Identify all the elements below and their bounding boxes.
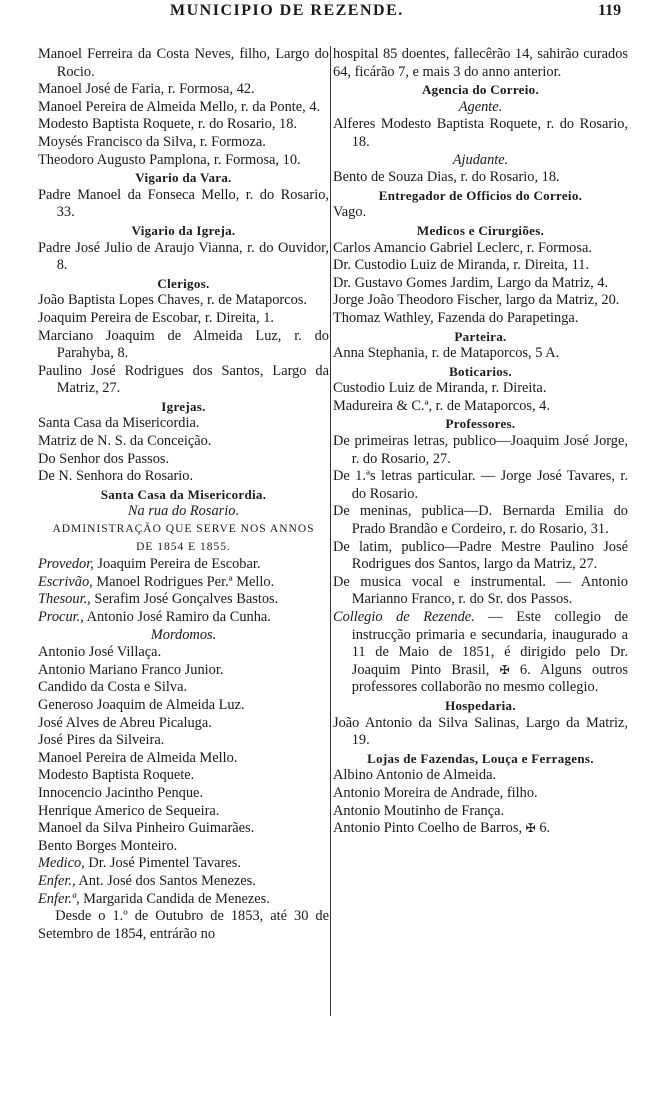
list-item: De primeiras letras, publico—Joaquim José Jorge, r. do Rosario, 27.: [333, 433, 628, 467]
list-item: Alferes Modesto Baptista Roquete, r. do Rosario, 18.: [333, 116, 628, 150]
section-heading: Vigario da Igreja.: [131, 222, 236, 238]
list-item: José Alves de Abreu Picaluga.: [38, 714, 212, 731]
section-heading: Santa Casa da Misericordia.: [100, 486, 267, 502]
paragraph: Desde o 1.º de Outubro de 1853, até 30 de Setembro de 1854, entrárão no: [38, 908, 329, 942]
role-label: Procur.,: [38, 609, 84, 625]
subheading: Na rua do Rosario.: [127, 503, 240, 520]
section-heading: Medicos e Cirurgiões.: [416, 222, 545, 238]
running-title: MUNICIPIO DE REZENDE.: [170, 2, 404, 19]
collegio-paragraph: [333, 609, 628, 697]
list-item: Generoso Joaquim de Almeida Luz.: [38, 696, 245, 713]
list-item: De N. Senhora do Rosario.: [38, 468, 194, 485]
list-item: João Antonio da Silva Salinas, Largo da Matriz, 19.: [333, 714, 628, 749]
list-item: De latim, publico—Padre Mestre Paulino José Rodrigues dos Santos, largo da Matriz, 27.: [333, 538, 628, 573]
role-name: Joaquim Pereira de Escobar.: [93, 556, 261, 573]
list-item: Dr. Custodio Luiz de Miranda, r. Direita, 11.: [333, 257, 590, 274]
list-item: Manoel Pereira de Almeida Mello, r. da Ponte, 4.: [38, 98, 321, 115]
list-item: Anna Stephania, r. de Mataporcos, 5 A.: [333, 345, 560, 362]
list-item: Antonio José Villaça.: [38, 644, 162, 661]
list-item: Manoel Pereira de Almeida Mello.: [38, 749, 238, 766]
list-item: Moysés Francisco da Silva, r. Formoza.: [38, 133, 266, 150]
section-heading: Professores.: [445, 416, 516, 432]
role-label: Escrivão,: [38, 573, 93, 590]
list-item: Albino Antonio de Almeida.: [333, 767, 497, 784]
role-entry: [38, 873, 329, 891]
list-item: Manoel José de Faria, r. Formosa, 42.: [38, 81, 255, 98]
list-item: Madureira & C.ª, r. de Mataporcos, 4.: [333, 397, 550, 414]
list-item: Antonio Moutinho de França.: [333, 802, 505, 819]
role-entry: [38, 855, 329, 873]
caps-line: ADMINISTRAÇÃO QUE SERVE NOS ANNOS: [52, 523, 315, 536]
section-heading: Entregador de Officios do Correio.: [378, 187, 583, 203]
list-item: Theodoro Augusto Pamplona, r. Formosa, 10.: [38, 151, 301, 168]
list-item: Dr. Gustavo Gomes Jardim, Largo da Matriz, 4.: [333, 274, 609, 291]
role-name: Manoel Rodrigues Per.ª Mello.: [92, 573, 275, 590]
list-item: Candido da Costa e Silva.: [38, 679, 188, 696]
list-item: Thomaz Wathley, Fazenda do Parapetinga.: [333, 309, 579, 326]
role-name: Antonio José Ramiro da Cunha.: [83, 609, 271, 625]
role-name: Serafim José Gonçalves Bastos.: [90, 591, 279, 608]
role-label: Thesour.,: [38, 591, 91, 608]
list-item: Henrique Americo de Sequeira.: [38, 802, 220, 819]
section-heading: Boticarios.: [449, 363, 512, 379]
role-label: Medico,: [38, 855, 85, 872]
subheading: Agente.: [458, 98, 503, 115]
subheading: Mordomos.: [150, 626, 217, 643]
list-item: Bento Borges Monteiro.: [38, 837, 178, 854]
left-column: [38, 46, 329, 943]
list-item: Do Senhor dos Passos.: [38, 450, 170, 467]
cross-icon: ✠: [525, 821, 536, 836]
list-item: De 1.ªs letras particular. — Jorge José Tavares, r. do Rosario.: [333, 468, 628, 502]
list-item: [333, 820, 628, 838]
collegio-text: — Este collegio de instrucção primaria e secundaria, inaugurado a 11 de Maio de 1851, é dirigido pelo Dr. Joaquim Pinto Brasil,: [351, 609, 629, 678]
role-label: Provedor,: [38, 556, 94, 573]
caps-line: DE 1854 E 1855.: [136, 540, 231, 553]
list-item: Padre Manoel da Fonseca Mello, r. do Rosario, 33.: [38, 186, 329, 221]
list-item-text: Antonio Pinto Coelho de Barros,: [333, 820, 526, 837]
section-heading: Vigario da Vara.: [135, 170, 232, 186]
list-item: Santa Casa da Misericordia.: [38, 415, 200, 432]
list-item: Carlos Amancio Gabriel Leclerc, r. Formosa.: [333, 239, 592, 256]
list-item: Marciano Joaquim de Almeida Luz, r. do Parahyba, 8.: [38, 327, 329, 362]
list-item: Padre José Julio de Araujo Vianna, r. do Ouvidor, 8.: [38, 239, 329, 274]
collegio-title: Collegio de Rezende.: [333, 609, 475, 625]
subheading: Ajudante.: [452, 151, 509, 168]
page-header: [0, 0, 661, 24]
role-name: Dr. José Pimentel Tavares.: [84, 855, 241, 872]
list-item: Bento de Souza Dias, r. do Rosario, 18.: [333, 169, 560, 186]
list-item: Antonio Mariano Franco Junior.: [38, 661, 224, 678]
role-name: Margarida Candida de Menezes.: [79, 890, 270, 907]
section-heading: Clerigos.: [157, 275, 210, 291]
list-item: Modesto Baptista Roquete.: [38, 767, 195, 784]
cross-icon: ✠: [499, 662, 510, 677]
role-entry: [38, 591, 329, 609]
column-divider: [330, 46, 331, 1016]
page-number: 119: [598, 2, 622, 19]
section-heading: Hospedaria.: [445, 697, 516, 713]
section-heading: Parteira.: [454, 328, 507, 344]
list-item-text: 6.: [535, 820, 551, 837]
role-entry: [38, 574, 329, 592]
collegio-text: 6. Alguns outros professores collaborão no mesmo collegio.: [351, 661, 628, 696]
list-item: Custodio Luiz de Miranda, r. Direita.: [333, 380, 547, 397]
list-item: Matriz de N. S. da Conceição.: [38, 433, 212, 450]
role-label: Enfer.,: [38, 872, 76, 889]
role-name: Ant. José dos Santos Menezes.: [75, 872, 256, 889]
list-item: José Pires da Silveira.: [38, 732, 165, 749]
role-entry: [38, 609, 329, 627]
role-entry: [38, 891, 329, 909]
list-item: Modesto Baptista Roquete, r. do Rosario, 18.: [38, 116, 298, 133]
paragraph: hospital 85 doentes, fallecêrão 14, sahirão curados 64, ficárão 7, e mais 3 do anno anterior.: [333, 46, 628, 80]
list-item: Joaquim Pereira de Escobar, r. Direita, 1.: [38, 309, 274, 326]
list-item: João Baptista Lopes Chaves, r. de Mataporcos.: [38, 292, 307, 309]
section-heading: Igrejas.: [161, 398, 206, 414]
list-item: Manoel da Silva Pinheiro Guimarães.: [38, 820, 255, 837]
list-item: Paulino José Rodrigues dos Santos, Largo da Matriz, 27.: [38, 362, 329, 397]
list-item: De meninas, publica—D. Bernarda Emilia do Prado Brandão e Cordeiro, r. do Rosario, 31.: [333, 503, 628, 538]
section-heading: Lojas de Fazendas, Louça e Ferragens.: [367, 750, 594, 766]
list-item: Innocencio Jacintho Penque.: [38, 784, 204, 801]
list-item: Antonio Moreira de Andrade, filho.: [333, 784, 538, 801]
role-label: Enfer.ª,: [38, 890, 80, 907]
section-heading: Agencia do Correio.: [421, 82, 540, 98]
right-column: [333, 46, 628, 838]
list-item: Manoel Ferreira da Costa Neves, filho, Largo do Rocio.: [38, 46, 329, 80]
list-item: De musica vocal e instrumental. — Antonio Marianno Franco, r. do Sr. dos Passos.: [333, 573, 628, 608]
list-item: Vago.: [333, 204, 367, 221]
list-item: Jorge João Theodoro Fischer, largo da Matriz, 20.: [333, 292, 620, 309]
role-entry: [38, 556, 329, 574]
